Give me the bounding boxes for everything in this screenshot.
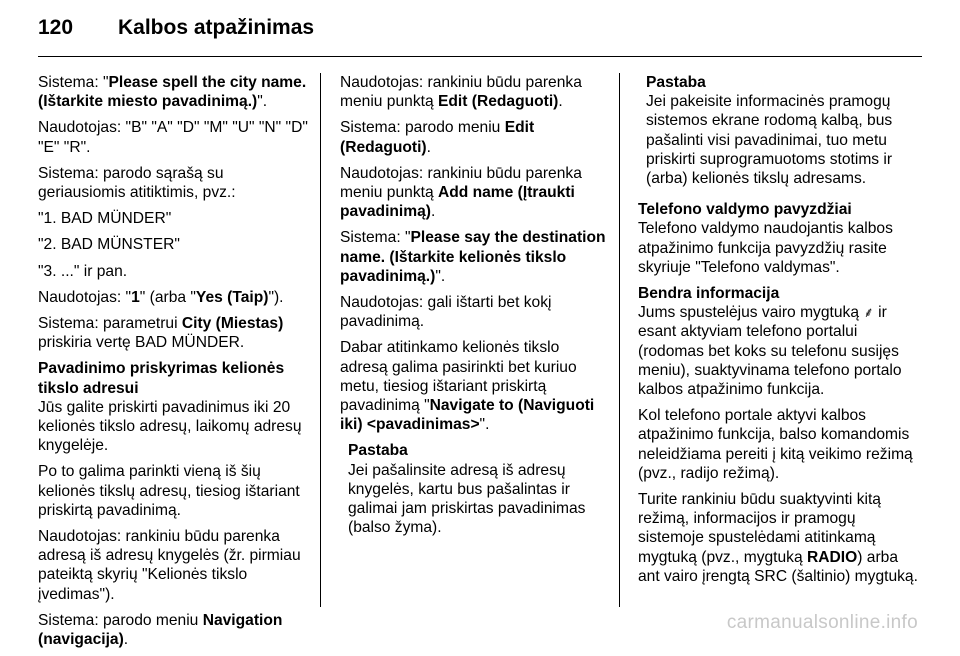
paragraph: Turite rankiniu būdu suaktyvinti kitą režimą, informacijos ir pramogų sistemoje spustelėdami atitinkamą mygtuką (pvz., mygtuką RADIO) arba ant vairo įrengtą SRC (šaltinio) mygtuką.: [638, 491, 918, 585]
paragraph: Naudotojas: rankiniu būdu parenka adresą iš adresų knygelės (žr. pirmiau pateiktą skyrių "Kelionės tikslo įvedimas").: [38, 528, 301, 603]
note-box: [348, 441, 608, 537]
paragraph: Sistema: "Please say the destination name. (Ištarkite kelionės tikslo pavadinimą.)".: [340, 229, 606, 285]
paragraph: Po to galima parinkti vieną iš šių kelionės tikslų adresų, tiesiog ištariant priskirtą pavadinimą.: [38, 463, 300, 519]
paragraph: Sistema: parodo meniu Navigation (navigacija).: [38, 611, 283, 649]
paragraph: Naudotojas: rankiniu būdu parenka meniu punktą Edit (Redaguoti).: [340, 74, 582, 111]
note-text: Jei pakeisite informacinės pramogų sistemos ekrane rodomą kalbą, bus pašalinti visi pavadinimai, tuo metu priskirti suprogramuotoms stotims ir (arba) kelionės tikslų adresams.: [646, 93, 893, 188]
paragraph: "2. BAD MÜNSTER": [38, 236, 180, 254]
paragraph: Sistema: parodo sąrašą su geriausiomis atitiktimis, pvz.:: [38, 164, 236, 202]
paragraph: Jūs galite priskirti pavadinimus iki 20 kelionės tikslo adresų, laikomų adresų knygelėje.: [38, 398, 302, 455]
paragraph: Naudotojas: rankiniu būdu parenka meniu punktą Add name (Įtraukti pavadinimą).: [340, 164, 582, 221]
paragraph: Sistema: "Please spell the city name. (Ištarkite miesto pavadinimą.)".: [38, 74, 307, 111]
section-heading: Bendra informacija: [638, 285, 780, 303]
paragraph: Kol telefono portale aktyvi kalbos atpažinimo funkcija, balso komandomis neleidžiama pereiti į kitą veikimo režimą (pvz., radijo režimą).: [638, 407, 913, 482]
note-text: Jei pašalinsite adresą iš adresų knygelės, kartu bus pašalintas ir galimai jam priskirtas pavadinimas (balso žyma).: [348, 461, 586, 537]
paragraph: Sistema: parodo meniu Edit (Redaguoti).: [340, 119, 535, 156]
paragraph: Dabar atitinkamo kelionės tikslo adresą galima pasirinkti bet kuriuo metu, tiesiog ištariant priskirtą pavadinimą "Navigate to (Naviguoti iki) <pavadinimas>".: [340, 339, 595, 434]
paragraph: Naudotojas: gali ištarti bet kokį pavadinimą.: [340, 294, 552, 331]
column-1: [38, 73, 310, 656]
paragraph: Naudotojas: "B" "A" "D" "M" "U" "N" "D" "E" "R".: [38, 119, 308, 156]
voice-control-icon: ⸙: [863, 304, 874, 321]
header-rule: [38, 56, 922, 57]
note-title: Pastaba: [348, 442, 408, 460]
page-header: [38, 16, 314, 40]
column-3: [638, 73, 920, 593]
page-number: 120: [38, 16, 74, 39]
paragraph: Telefono valdymo naudojantis kalbos atpažinimo funkcija pavyzdžių rasite skyriuje "Telefono valdymas".: [638, 220, 893, 276]
paragraph: Sistema: parametrui City (Miestas) priskiria vertę BAD MÜNDER.: [38, 315, 284, 352]
section-heading: Pavadinimo priskyrimas kelionės tikslo adresui: [38, 360, 285, 397]
column-divider: [619, 73, 620, 607]
note-title: Pastaba: [646, 74, 706, 91]
paragraph: "3. ..." ir pan.: [38, 262, 128, 280]
note-box: [646, 73, 920, 188]
paragraph: Naudotojas: "1" (arba "Yes (Taip)").: [38, 288, 284, 306]
column-divider: [320, 73, 321, 607]
column-2: [340, 73, 608, 544]
page-title: Kalbos atpažinimas: [118, 16, 315, 39]
paragraph: "1. BAD MÜNDER": [38, 210, 172, 228]
section-heading: Telefono valdymo pavyzdžiai: [638, 201, 852, 219]
paragraph: Jums spustelėjus vairo mygtuką ⸙ ir esant aktyviam telefono portalui (rodomas bet koks su telefonu susijęs meniu), suaktyvinama telefono portalo kalbos atpažinimo funkcija.: [638, 304, 902, 399]
watermark: carmanualsonline.info: [726, 612, 918, 633]
